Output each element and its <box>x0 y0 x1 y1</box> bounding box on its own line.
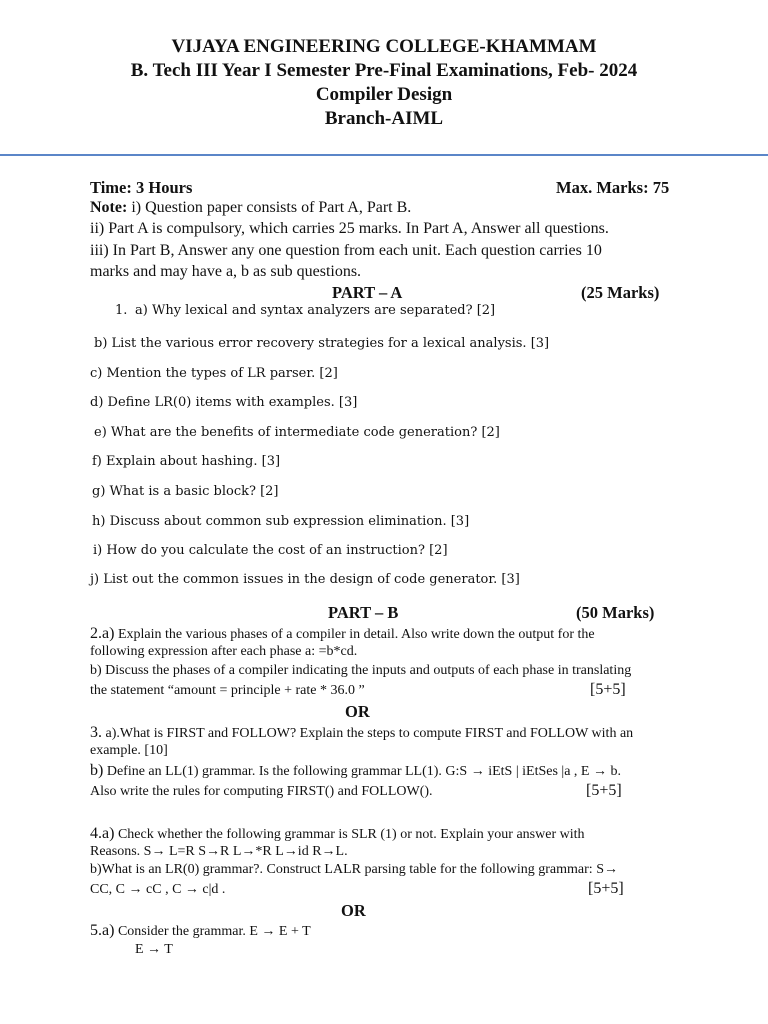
question-1d: d) Define LR(0) items with examples. [3] <box>90 395 358 410</box>
subject-title: Compiler Design <box>315 84 453 105</box>
note-line-1 <box>90 199 411 217</box>
question-5a-line2: E → T <box>135 942 173 957</box>
question-1j: j) List out the common issues in the design of code generator. [3] <box>90 572 520 587</box>
note-line-2: ii) Part A is compulsory, which carries 25 marks. In Part A, Answer all questions. <box>90 220 609 237</box>
part-b-marks: (50 Marks) <box>576 603 655 622</box>
note-line-4: marks and may have a, b as sub questions. <box>90 263 362 280</box>
question-2a <box>90 625 595 643</box>
note-text: i) Question paper consists of Part A, Part B. <box>127 199 412 216</box>
question-3b-label: b) <box>90 762 104 779</box>
part-b-title: PART – B <box>328 603 399 622</box>
question-3b-line2: Also write the rules for computing FIRST() and FOLLOW(). <box>90 784 433 799</box>
question-2a-line2: following expression after each phase a: =b*cd. <box>90 644 358 659</box>
question-4a-text: Check whether the following grammar is SLR (1) or not. Explain your answer with <box>114 827 585 842</box>
branch-title: Branch-AIML <box>324 108 444 129</box>
question-2b-line2: the statement “amount = principle + rate * 36.0 ” <box>90 683 365 698</box>
question-3-marks: [5+5] <box>586 782 622 799</box>
question-3-label: 3. <box>90 724 102 741</box>
note-line-3: iii) In Part B, Answer any one question from each unit. Each question carries 10 <box>90 242 602 259</box>
max-marks-label: Max. Marks: 75 <box>556 178 670 197</box>
question-4a <box>90 825 585 843</box>
question-4-marks: [5+5] <box>588 880 624 897</box>
question-5-label: 5.a) <box>90 922 115 939</box>
part-a-marks: (25 Marks) <box>581 283 660 302</box>
part-a-title: PART – A <box>332 283 403 302</box>
question-4a-line2: Reasons. S→ L=R S→R L→*R L→id R→L. <box>90 844 348 859</box>
question-1h: h) Discuss about common sub expression elimination. [3] <box>92 514 470 529</box>
question-1f: f) Explain about hashing. [3] <box>92 454 281 469</box>
question-1g: g) What is a basic block? [2] <box>92 484 279 499</box>
question-3a-line2: example. [10] <box>90 743 168 758</box>
question-5a-text: Consider the grammar. E → E + T <box>114 924 311 939</box>
college-name: VIJAYA ENGINEERING COLLEGE-KHAMMAM <box>171 36 597 57</box>
question-1-number: 1. <box>115 303 128 318</box>
time-label: Time: 3 Hours <box>90 178 193 197</box>
question-1c: c) Mention the types of LR parser. [2] <box>90 366 338 381</box>
question-3a <box>90 724 633 742</box>
question-1a: a) Why lexical and syntax analyzers are separated? [2] <box>135 303 496 318</box>
question-3b-text: Define an LL(1) grammar. Is the following grammar LL(1). G:S → iEtS | iEtSes |a , E → b. <box>103 764 621 779</box>
question-3a-text: a).What is FIRST and FOLLOW? Explain the steps to compute FIRST and FOLLOW with an <box>102 726 634 741</box>
question-1b: b) List the various error recovery strategies for a lexical analysis. [3] <box>94 336 550 351</box>
question-3b <box>90 762 621 780</box>
question-4b-line2: CC, C → cC , C → c|d . <box>90 882 226 897</box>
header-divider <box>0 154 768 156</box>
question-2b: b) Discuss the phases of a compiler indicating the inputs and outputs of each phase in translating <box>90 663 632 678</box>
exam-title: B. Tech III Year I Semester Pre-Final Examinations, Feb- 2024 <box>130 60 638 81</box>
question-2-label: 2.a) <box>90 625 115 642</box>
question-1e: e) What are the benefits of intermediate code generation? [2] <box>94 425 500 440</box>
or-divider-2: OR <box>341 901 366 920</box>
question-1i: i) How do you calculate the cost of an instruction? [2] <box>93 543 448 558</box>
question-4b: b)What is an LR(0) grammar?. Construct LALR parsing table for the following grammar: S→ <box>90 862 618 877</box>
question-2a-text: Explain the various phases of a compiler in detail. Also write down the output for the <box>114 627 595 642</box>
or-divider-1: OR <box>345 702 370 721</box>
question-5a <box>90 922 311 940</box>
question-4-label: 4.a) <box>90 825 115 842</box>
note-label: Note: <box>90 199 128 216</box>
question-2-marks: [5+5] <box>590 681 626 698</box>
